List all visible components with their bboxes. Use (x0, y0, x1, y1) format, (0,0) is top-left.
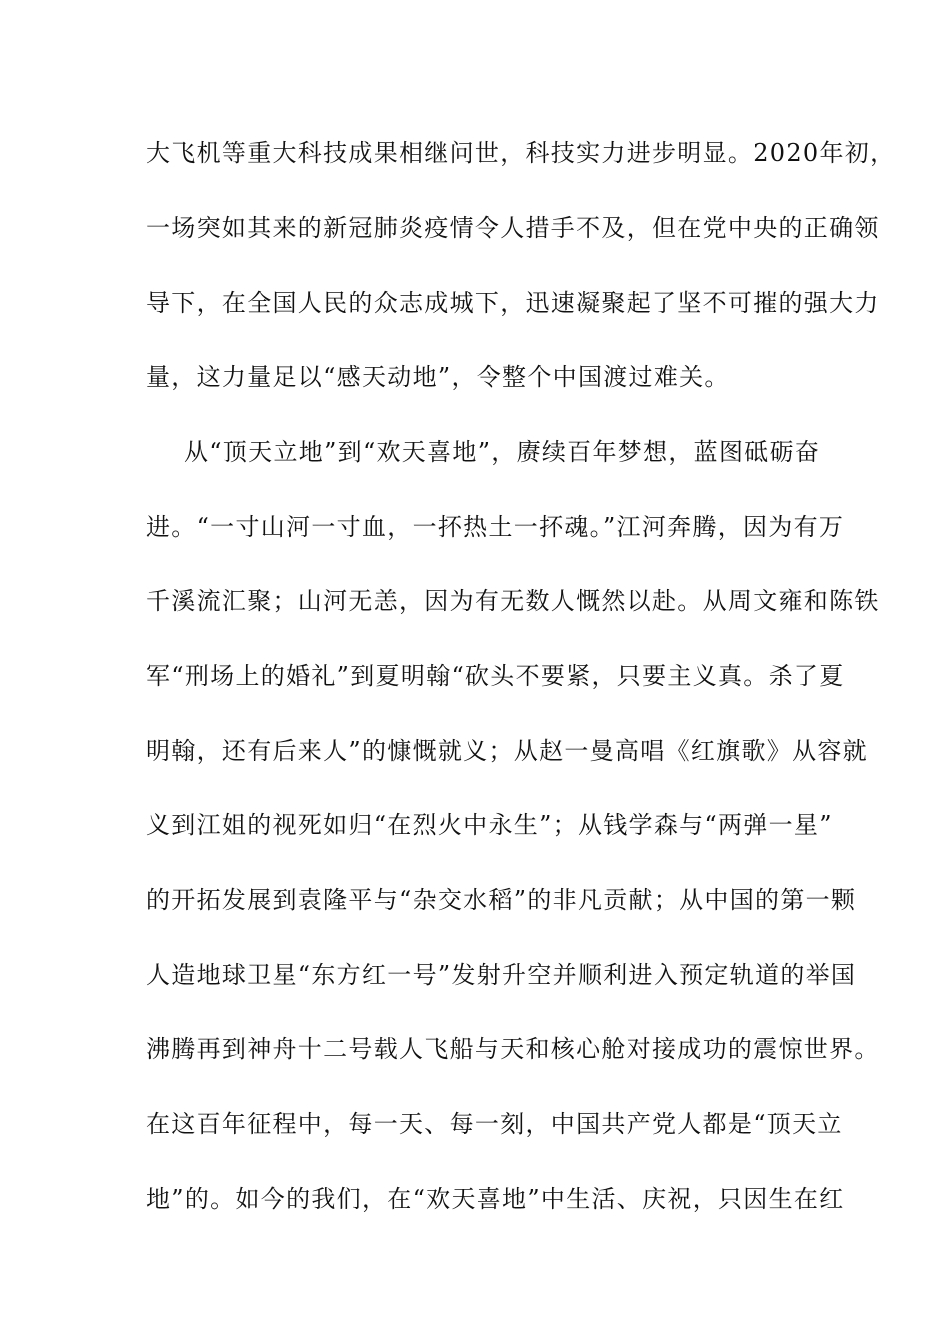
text-line: 千溪流汇聚；山河无恙，因为有无数人慨然以赴。从周文雍和陈铁 (146, 587, 880, 615)
text-line: 一场突如其来的新冠肺炎疫情令人措手不及，但在党中央的正确领 (146, 214, 880, 242)
text-line: 大飞机等重大科技成果相继问世，科技实力进步明显。2020年初， (146, 139, 896, 167)
text-line: 沸腾再到神舟十二号载人飞船与天和核心舱对接成功的震惊世界。 (146, 1035, 880, 1063)
text-line: 军“刑场上的婚礼”到夏明翰“砍头不要紧，只要主义真。杀了夏 (146, 662, 845, 690)
text-line: 义到江姐的视死如归“在烈火中永生”；从钱学森与“两弹一星” (146, 811, 833, 839)
text-line: 导下，在全国人民的众志成城下，迅速凝聚起了坚不可摧的强大力 (146, 289, 880, 317)
text-line: 明翰，还有后来人”的慷慨就义；从赵一曼高唱《红旗歌》从容就 (146, 737, 868, 765)
text-line: 进。“一寸山河一寸血，一抔热土一抔魂。”江河奔腾，因为有万 (146, 513, 845, 541)
text-line: 在这百年征程中，每一天、每一刻，中国共产党人都是“顶天立 (146, 1110, 843, 1138)
text-line: 地”的。如今的我们，在“欢天喜地”中生活、庆祝，只因生在红 (146, 1185, 845, 1213)
text-line: 人造地球卫星“东方红一号”发射升空并顺利进入预定轨道的举国 (146, 961, 857, 989)
text-line: 量，这力量足以“感天动地”，令整个中国渡过难关。 (146, 363, 730, 391)
text-line: 的开拓发展到袁隆平与“杂交水稻”的非凡贡献；从中国的第一颗 (146, 886, 857, 914)
paragraph-first-line: 从“顶天立地”到“欢天喜地”，赓续百年梦想，蓝图砥砺奋 (184, 438, 821, 466)
